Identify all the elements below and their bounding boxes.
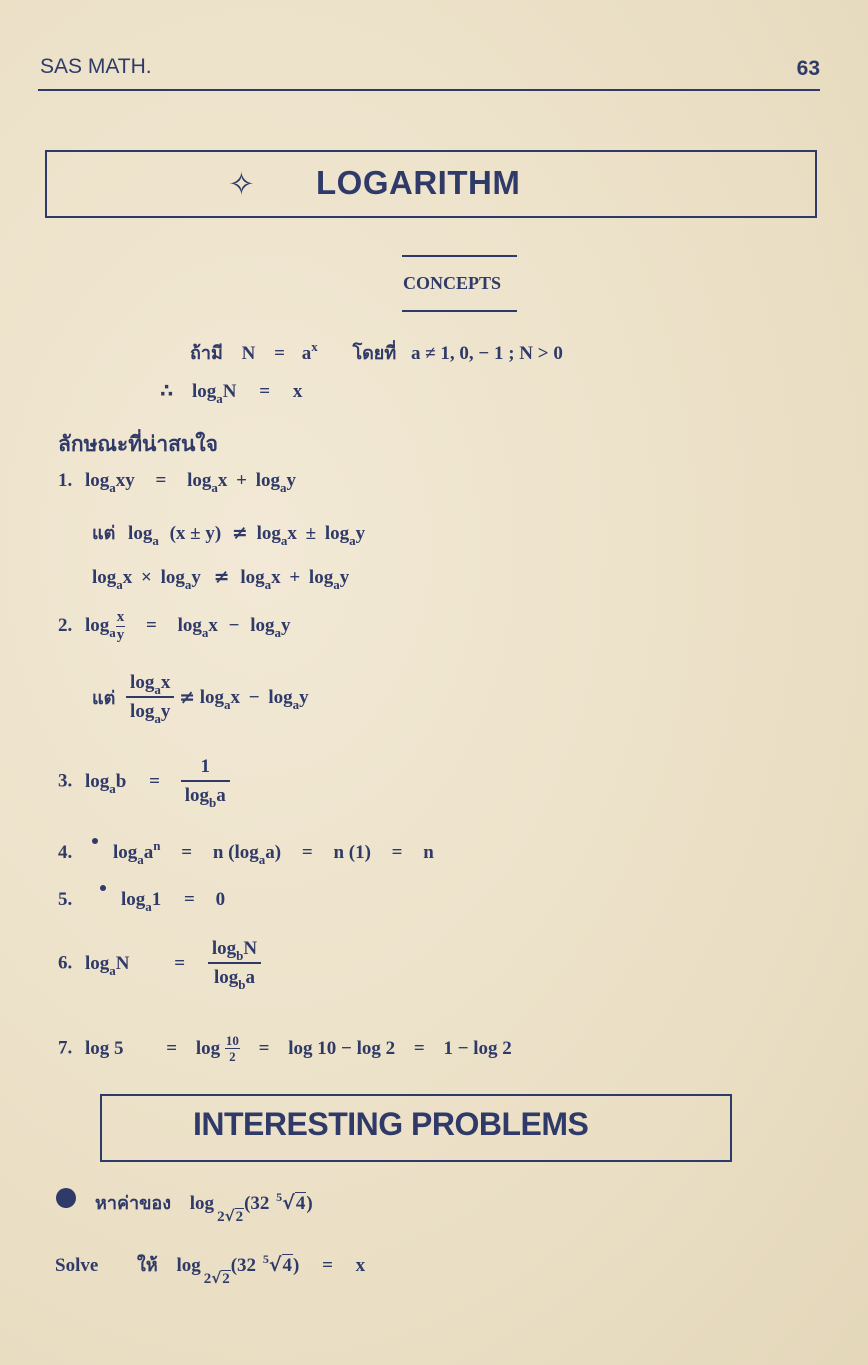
fraction-denominator: 2 [225,1048,240,1063]
equals: = [258,1037,270,1059]
log-arg: a [216,785,226,806]
running-header-title: SAS MATH. [40,55,152,78]
root-radicand: 4 [282,1255,292,1276]
log-arg: x [160,672,171,693]
equals: = [322,1255,333,1276]
log-base: a [333,577,340,592]
radical-icon: √ [282,1192,295,1214]
log-word: log [199,686,225,708]
log-base: a [274,624,281,640]
star-icon: ✧ [228,165,255,203]
log-base: a [152,533,159,548]
fraction [126,672,174,726]
log-word: log [213,967,239,988]
def-eq: = [274,343,285,364]
exponent: n [153,838,161,853]
def-condition: a ≠ 1, 0, − 1 ; N > 0 [410,343,563,364]
log-word: log [256,523,281,544]
log-arg: x [208,614,218,636]
rule-1-caveat [92,518,365,547]
log-arg: x [271,567,281,588]
log-arg: y [299,686,309,708]
rule-3 [58,756,230,810]
concepts-heading: CONCEPTS [403,273,502,293]
root-radicand: 4 [295,1193,306,1214]
thai-but: แต่ [92,523,116,544]
root-index: 5 [262,1252,269,1266]
fraction-denominator: y [116,627,125,643]
log-base: a [137,852,144,867]
section-title: LOGARITHM [316,164,521,201]
rule-5 [58,889,226,914]
header-rule [38,89,820,91]
log-word: log [195,1037,221,1059]
log-base: a [201,624,209,640]
expression: log 5 [85,1037,124,1059]
log-arg: y [355,523,366,544]
log-word: log [324,523,350,544]
problem-solution [55,1250,366,1287]
log-word: log [176,1255,201,1276]
log-word: log [189,1193,215,1214]
equals: = [301,842,313,863]
log-base: a [109,480,116,495]
log-word: log [85,770,110,792]
thai-where: โดยที่ [352,343,397,364]
log-arg: y [191,567,201,588]
equals: = [413,1037,425,1059]
log-arg: xy [115,470,135,491]
log-base: a [211,480,218,495]
log-word: log [85,952,110,974]
small-fraction [225,1034,240,1063]
log-word: log [308,567,334,588]
radical-icon: √ [268,1254,282,1276]
log-base: a [224,696,231,712]
problems-title: INTERESTING PROBLEMS [193,1106,589,1142]
log-base: a [109,962,116,978]
fraction-numerator: 1 [200,756,210,777]
equals: = [174,952,186,974]
log-base: a [116,577,123,592]
log-base: 2√2 [217,1207,244,1225]
rule-number: 7. [58,1037,73,1059]
log-base: a [145,899,152,914]
root-index: 5 [276,1190,283,1204]
base-radicand: 2 [235,1209,244,1225]
log-base: a [280,480,287,495]
definition-line [190,338,563,367]
def-base: a [301,343,312,364]
expression: log 10 − log 2 [288,1037,396,1059]
log-base: b [238,977,246,992]
base-coefficient: 2 [203,1271,212,1287]
log-arg: N [115,952,130,974]
def-result: x [292,381,303,402]
definition-therefore: ∴ $\log_aN = x$ [160,380,303,406]
page-number: 63 [796,57,820,80]
rule-number: 1. [58,470,73,491]
expression: n (log [212,842,259,863]
result: 0 [215,889,226,910]
result: 1 − log 2 [443,1037,512,1059]
def-exp: x [311,339,318,354]
def-n: N [241,343,256,364]
log-word: log [250,614,275,636]
log-word: log [85,470,110,491]
log-base: a [184,577,192,592]
log-arg: (32 [244,1193,270,1214]
log-word: log [211,938,237,959]
equals: = [181,842,193,863]
rule-4 [58,838,434,867]
log-base: a [258,852,266,867]
fraction [181,756,230,810]
equals: = [155,470,167,491]
not-equal: ≠ [213,566,230,588]
rule-2 [58,610,291,643]
log-word: log [128,523,153,544]
log-arg: N [243,938,258,959]
equals: = [149,770,160,792]
log-base: 2√2 [203,1269,230,1287]
bullet-icon [56,1188,76,1208]
rule-number: 5. [58,889,73,910]
plus: + [236,470,247,491]
log-word: log [268,686,293,708]
base-coefficient: 2 [217,1209,225,1225]
log-base: b [236,948,244,963]
concepts-rule-top [402,255,517,257]
plus-minus: ± [305,523,317,544]
not-equal: ≠ [231,522,248,544]
log-base: a [154,711,161,726]
base-radicand: 2 [222,1271,230,1287]
log-arg: b [115,770,127,792]
fraction-numerator: x [116,609,125,625]
minus: − [228,614,240,636]
log-arg: x [230,686,241,708]
rule-2-caveat [92,672,309,726]
log-arg: (x ± y) [169,523,222,544]
expression: a) [265,842,282,863]
rule-1 [58,470,296,495]
log-base: a [154,682,161,697]
log-base: a [264,577,272,592]
log-arg: (32 [230,1255,257,1276]
log-word: log [177,614,202,636]
log-word: log [191,381,217,402]
rule-7 [58,1034,512,1063]
log-arg: x [217,470,228,491]
log-word: log [184,785,209,806]
minus: − [248,686,260,708]
rule-number: 3. [58,770,73,792]
log-word: log [121,889,146,910]
log-word: log [85,614,110,636]
log-base: b [208,795,217,810]
log-word: log [160,567,185,588]
rule-number: 4. [58,842,73,863]
log-base: a [349,533,356,548]
expression: n (1) [333,842,371,863]
properties-heading: ลักษณะที่น่าสนใจ [58,432,218,456]
rule-1-product [92,566,350,592]
log-word: log [255,470,280,491]
thai-find-value: หาค่าของ [95,1193,172,1214]
log-arg: y [160,701,171,722]
log-word: log [130,701,155,722]
log-base: a [109,780,116,796]
log-arg: 1 [151,889,162,910]
equals: = [166,1037,178,1059]
fraction [208,938,261,992]
equals: = [391,842,403,863]
log-arg: x [287,523,297,544]
result: n [423,842,434,863]
log-arg: y [286,470,296,491]
log-arg: a [245,967,255,988]
log-base: a [216,391,223,406]
log-arg-close: ) [306,1193,313,1214]
log-word: log [240,567,265,588]
log-word: log [113,842,138,863]
thai-if: ถ้ามี [190,343,223,364]
thai-let: ให้ [137,1255,158,1276]
equals: = [146,614,157,636]
plus: + [289,567,301,588]
thai-but: แต่ [92,688,116,709]
small-fraction [116,610,126,643]
rule-6 [58,938,261,992]
not-equal: ≠ [179,686,195,709]
log-base: a [109,624,116,640]
therefore-icon: ∴ [160,380,174,402]
solve-label: Solve [55,1255,99,1276]
log-word: log [92,567,117,588]
log-arg: y [281,614,291,636]
log-base: a [292,696,300,712]
problem-question [95,1188,313,1225]
equals: = [184,889,195,910]
rule-number: 2. [58,614,73,636]
log-word: log [130,672,155,693]
log-arg: y [339,567,350,588]
result: x [355,1255,366,1276]
log-arg: x [122,567,133,588]
log-arg: N [222,381,237,402]
times: × [141,567,152,588]
log-arg: a [143,842,154,863]
concepts-rule-bottom [402,310,517,312]
log-arg-close: ) [293,1255,300,1276]
fraction-numerator: 10 [225,1033,239,1048]
log-word: log [187,470,212,491]
rule-number: 6. [58,952,73,974]
log-base: a [280,533,288,548]
